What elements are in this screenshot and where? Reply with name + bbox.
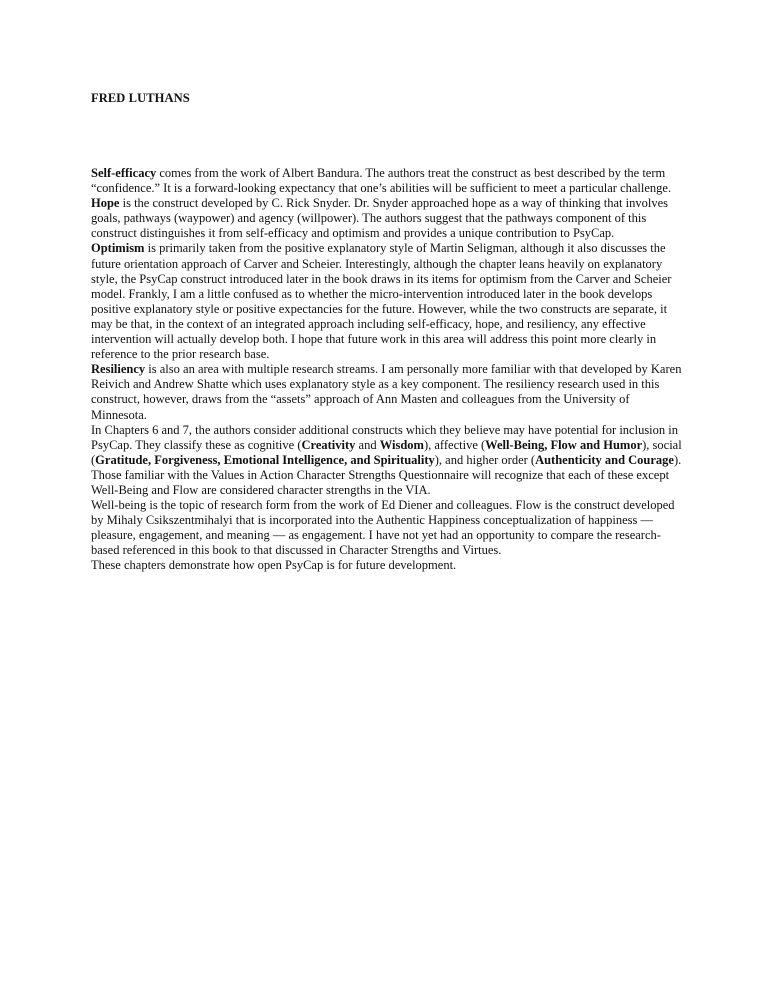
paragraph-text: is the construct developed by C. Rick Snyder. Dr. Snyder approached hope as a way of thinking that involves goals, pathways (waypower) and agency (willpower). The authors suggest that the pathways component of this construct distinguishes it from self-efficacy and optimism and provides a unique contribution to PsyCap. bbox=[91, 196, 668, 241]
paragraph-text: These chapters demonstrate how open PsyCap is for future development. bbox=[91, 558, 457, 573]
bold-term: Well-Being, Flow and Humor bbox=[485, 437, 643, 452]
paragraph-text: ). Those familiar with the Values in Action Character Strengths Questionnaire will recognize that each of these except Well-Being and Flow are considered character strengths in the VIA. bbox=[91, 452, 682, 497]
bold-term: Wisdom bbox=[379, 437, 424, 452]
bold-term: Hope bbox=[91, 196, 120, 211]
paragraph-text: ), and higher order ( bbox=[434, 452, 536, 467]
paragraph-text: ), social ( bbox=[91, 437, 682, 467]
bold-term: Creativity bbox=[301, 437, 356, 452]
paragraph bbox=[91, 423, 687, 498]
paragraph bbox=[91, 362, 687, 422]
paragraph-text: In Chapters 6 and 7, the authors consider additional constructs which they believe may have potential for inclusion in PsyCap. They classify these as cognitive ( bbox=[91, 422, 678, 452]
paragraph-text: is primarily taken from the positive explanatory style of Martin Seligman, although it also discusses the future orientation approach of Carver and Scheier. Interestingly, although the chapter leans heavily on explanatory style, the PsyCap construct introduced later in the book draws in its items for optimism from the Carver and Scheier model. Frankly, I am a little confused as to whether the micro-intervention introduced later in the book develops positive explanatory style or positive expectancies for the future. However, while the two constructs are separate, it may be that, in the context of an integrated approach including self-efficacy, hope, and resiliency, any effective intervention will actually develop both. I hope that future work in this area will address this point more clearly in reference to the prior research base. bbox=[91, 241, 672, 362]
paragraph-text: Well-being is the topic of research form from the work of Ed Diener and colleagues. Flow is the construct developed by Mihaly Csikszentmihalyi that is incorporated into the Authentic Happiness conceptualization of happiness — pleasure, engagement, and meaning — as engagement. I have not yet had an opportunity to compare the research-based referenced in this book to that discussed in Character Strengths and Virtues. bbox=[91, 498, 675, 558]
bold-term: Resiliency bbox=[91, 362, 146, 377]
bold-term: Gratitude, Forgiveness, Emotional Intelligence, and Spirituality bbox=[95, 452, 435, 467]
paragraph-text: is also an area with multiple research streams. I am personally more familiar with that developed by Karen Reivich and Andrew Shatte which uses explanatory style as a key component. The resiliency research used in this construct, however, draws from the “assets” approach of Ann Masten and colleagues from the University of Minnesota. bbox=[91, 362, 682, 422]
bold-term: Authenticity and Courage bbox=[535, 452, 674, 467]
document-body bbox=[91, 166, 687, 574]
bold-term: Self-efficacy bbox=[91, 166, 157, 180]
bold-term: Optimism bbox=[91, 241, 145, 256]
paragraph bbox=[91, 241, 687, 362]
paragraph bbox=[91, 498, 687, 558]
paragraph bbox=[91, 196, 687, 241]
paragraph bbox=[91, 166, 687, 196]
paragraph-text: and bbox=[355, 437, 380, 452]
paragraph bbox=[91, 558, 687, 573]
document-header: FRED LUTHANS bbox=[91, 91, 190, 105]
paragraph-text: ), affective ( bbox=[423, 437, 486, 452]
paragraph-text: comes from the work of Albert Bandura. The authors treat the construct as best described by the term “confidence.” It is a forward-looking expectancy that one’s abilities will be sufficient to meet a particular challenge. bbox=[91, 166, 672, 196]
